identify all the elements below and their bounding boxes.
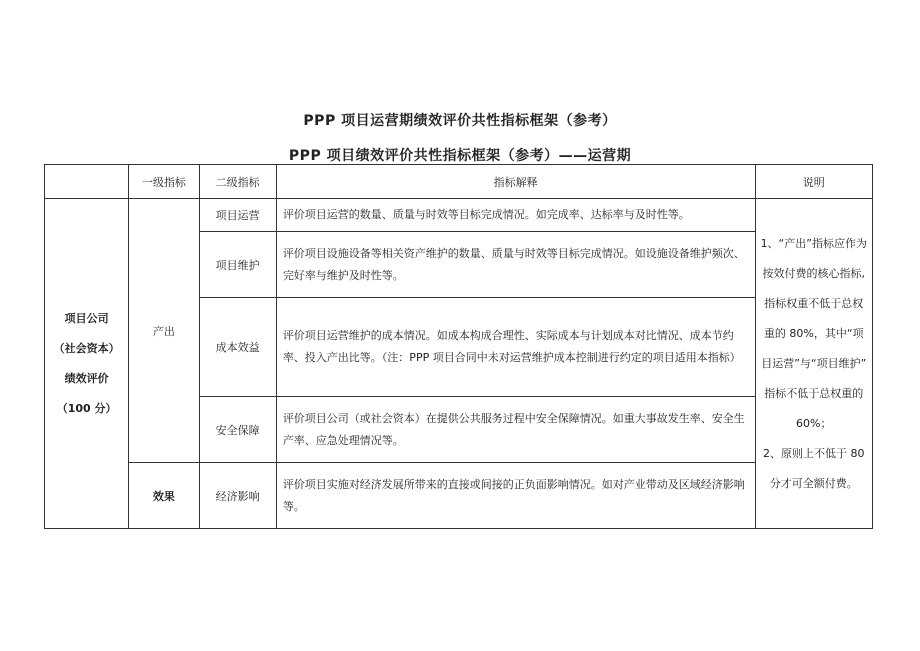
header-cell-notes: 说明	[755, 165, 872, 199]
header-cell-explain: 指标解释	[276, 165, 755, 199]
note-line: 分才可全额付费。	[769, 476, 858, 490]
table-row	[45, 463, 873, 529]
company-line: 绩效评价	[64, 371, 109, 385]
table-header-row	[45, 165, 873, 199]
company-cell	[45, 199, 129, 529]
table-row	[45, 199, 873, 232]
note-line: 指标不低于总权重的	[764, 386, 864, 400]
company-line: 项目公司	[64, 311, 109, 325]
explain-cell: 评价项目实施对经济发展所带来的直接或间接的正负面影响情况。如对产业带动及区域经济影响等。	[276, 463, 755, 529]
note-line: 60%；	[796, 416, 832, 430]
indicator-table	[44, 164, 873, 529]
level1-effect: 效果	[129, 463, 199, 529]
note-line: 2、原则上不低于 80	[763, 446, 865, 460]
explain-cell: 评价项目公司（或社会资本）在提供公共服务过程中安全保障情况。如重大事故发生率、安全生产率、应急处理情况等。	[276, 397, 755, 463]
note-line: 1、“产出”指标应作为	[760, 236, 867, 250]
level2-cell: 安全保障	[199, 397, 276, 463]
explain-cell: 评价项目设施设备等相关资产维护的数量、质量与时效等目标完成情况。如设施设备维护频次、完好率与维护及时性等。	[276, 232, 755, 298]
note-line: 重的 80%，其中“项	[763, 326, 864, 340]
header-cell-level2: 二级指标	[199, 165, 276, 199]
explain-cell: 评价项目运营的数量、质量与时效等目标完成情况。如完成率、达标率与及时性等。	[276, 199, 755, 232]
note-line: 按效付费的核心指标,	[762, 266, 866, 280]
company-line: （100 分）	[56, 401, 117, 415]
level2-cell: 项目维护	[199, 232, 276, 298]
level1-output: 产出	[129, 199, 199, 463]
level2-cell: 成本效益	[199, 298, 276, 397]
note-line: 指标权重不低于总权	[764, 296, 864, 310]
header-cell-blank	[45, 165, 129, 199]
explain-cell: 评价项目运营维护的成本情况。如成本构成合理性、实际成本与计划成本对比情况、成本节约率、投入产出比等。（注：PPP 项目合同中未对运营维护成本控制进行约定的项目适用本指标）	[276, 298, 755, 397]
table-title: PPP 项目绩效评价共性指标框架（参考）——运营期	[288, 148, 632, 164]
company-line: （社会资本）	[53, 341, 120, 355]
level2-cell: 经济影响	[199, 463, 276, 529]
level2-cell: 项目运营	[199, 199, 276, 232]
note-line: 目运营”与“项目维护”	[761, 356, 867, 370]
notes-cell	[755, 199, 872, 529]
document-title: PPP 项目运营期绩效评价共性指标框架（参考）	[303, 113, 617, 129]
header-cell-level1: 一级指标	[129, 165, 199, 199]
